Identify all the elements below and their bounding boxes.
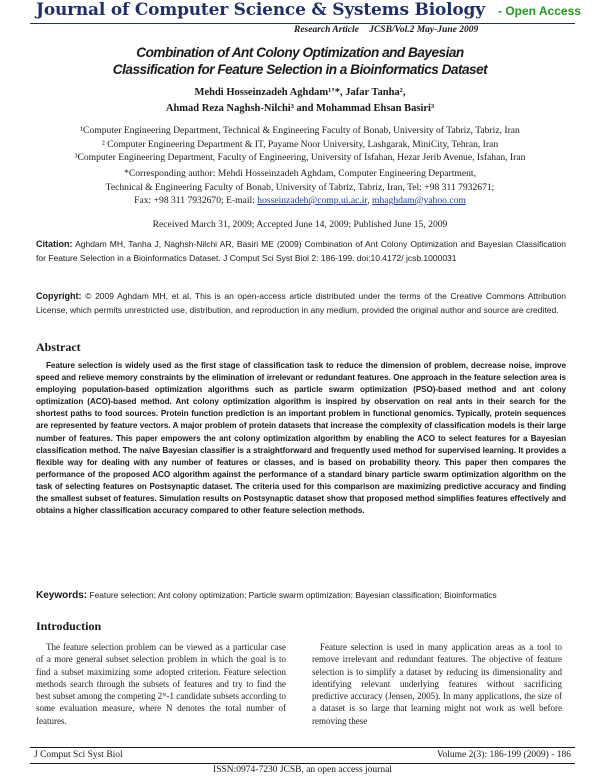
copyright-label: Copyright: <box>36 291 82 301</box>
citation-block <box>36 238 566 265</box>
citation-label: Citation: <box>36 239 73 249</box>
copyright-text: © 2009 Aghdam MH, et al. This is an open-access article distributed under the terms of the Creative Commons Attribution License, which permits unrestricted use, distribution, and reproduction in any medium, provided the original author and source are credited. <box>36 291 566 315</box>
citation-text: Aghdam MH, Tanha J, Naghsh-Nilchi AR, Basiri ME (2009) Combination of Ant Colony Optimization and Bayesian Classification for Feature Selection in a Bioinformatics Dataset. J Comput Sci Syst Biol 2: 186-199. doi:10.4172/ jcsb.1000031 <box>36 239 566 263</box>
article-type: Research Article <box>294 25 359 35</box>
intro-left-column: The feature selection problem can be viewed as a particular case of a more general subset selection problem in which the goal is to find a subset maximizing some adopted criterion. Feature selection methods search through the subsets of features and try to find the best subset among the competing 2ᴺ-1 candidate subsets according to some evaluation measure, where N denotes the total number of features. <box>36 642 286 726</box>
affiliation-1: ¹Computer Engineering Department, Technical & Engineering Faculty of Bonab, University of Tabriz, Tabriz, Iran <box>80 125 520 136</box>
keywords-text: Feature selection; Ant colony optimization; Particle swarm optimization; Bayesian classification; Bioinformatics <box>87 590 497 600</box>
journal-name: Journal of Computer Science & Systems Biology <box>36 0 485 20</box>
corresponding-author <box>30 167 570 208</box>
email-separator: , <box>367 195 373 206</box>
keywords-label: Keywords: <box>36 590 88 601</box>
introduction-heading: Introduction <box>36 619 102 633</box>
authors-line-1: Mehdi Hosseinzadeh Aghdam¹ʼ*, Jafar Tanha², <box>194 87 406 98</box>
footer-divider <box>30 763 575 764</box>
corr-line-2: Technical & Engineering Faculty of Bonab, University of Tabriz, Tabriz, Iran, Tel: +98 311 7932671; <box>105 181 495 193</box>
page-footer <box>30 747 575 776</box>
email-link-2[interactable]: mhaghdam@yahoo.com <box>372 195 466 206</box>
corr-fax-email-label: Fax: +98 311 7932670; E-mail: <box>134 195 258 206</box>
copyright-block <box>36 290 566 317</box>
title-line-2: Classification for Feature Selection in a Bioinformatics Dataset <box>112 62 488 77</box>
abstract-heading: Abstract <box>36 340 81 354</box>
corr-line-3 <box>30 194 570 208</box>
keywords-block <box>36 590 576 601</box>
footer-issn: ISSN:0974-7230 JCSB, an open access journal <box>213 765 392 775</box>
corr-line-1: *Corresponding author: Mehdi Hosseinzadeh Aghdam, Computer Engineering Department, <box>124 168 476 179</box>
authors-line-2: Ahmad Reza Naghsh-Nilchi³ and Mohammad Ehsan Basiri³ <box>165 103 435 114</box>
author-list <box>40 85 560 117</box>
email-link-1[interactable]: hosseinzadeh@comp.ui.ac.ir <box>257 195 368 206</box>
abstract-text: Feature selection is widely used as the first stage of classification task to reduce the dimension of problem, decrease noise, improve speed and relieve memory constraints by the elimination of irrelevant or redundant features. One approach in the feature selection area is employing population-based optimization algorithms such as particle swarm optimization (PSO)-based method and ant colony optimization (ACO)-based method. Ant colony optimization algorithm is inspired by observation on real ants in their search for the shortest paths to food sources. Protein function prediction is an important problem in functional genomics. Typically, protein sequences are represented by feature vectors. A major problem of protein datasets that increase the complexity of classification models is their large number of features. This paper empowers the ant colony optimization algorithm by enabling the ACO to select features for a Bayesian classification method. The naive Bayesian classifier is a straightforward and frequently used method for supervised learning. It provides a flexible way for dealing with any number of features or classes, and is based on probability theory. This paper then compares the performance of the proposed ACO algorithm against the performance of a standard binary particle swarm optimization algorithm on the task of selecting features on Postsynaptic dataset. The criteria used for this comparison are maximizing predictive accuracy and finding the smallest subset of features. Simulation results on Postsynaptic dataset show that proposed method simplifies features effectively and obtains a higher classification accuracy compared to other feature selection methods. <box>36 361 566 516</box>
footer-volume-pages: Volume 2(3): 186-199 (2009) - 186 <box>436 750 571 760</box>
footer-journal-abbrev: J Comput Sci Syst Biol <box>34 750 123 760</box>
affiliation-2: ² Computer Engineering Department & IT, Payame Noor University, Lashgarak, MiniCity, Tehran, Iran <box>101 138 499 150</box>
intro-right-column: Feature selection is used in many application areas as a tool to remove irrelevant and redundant features. The objective of feature selection is to simplify a dataset by reducing its dimensionality and identifying relevant underlying features without sacrificing predictive accuracy (Jensen, 2005). In many applications, the size of a dataset is so large that learning might not work as well before removing these <box>312 642 562 726</box>
received-dates: Received March 31, 2009; Accepted June 14, 2009; Published June 15, 2009 <box>152 219 448 230</box>
title-line-1: Combination of Ant Colony Optimization and Bayesian <box>136 45 464 60</box>
open-access-label: - Open Access <box>498 4 581 18</box>
affiliation-3: ³Computer Engineering Department, Faculty of Engineering, University of Isfahan, Hezar Jerib Avenue, Isfahan, Iran <box>74 152 526 163</box>
volume-info: JCSB/Vol.2 May-June 2009 <box>369 25 479 35</box>
paper-title <box>40 44 560 78</box>
journal-header <box>30 0 581 24</box>
affiliations <box>20 124 580 165</box>
article-subheader <box>294 25 486 35</box>
